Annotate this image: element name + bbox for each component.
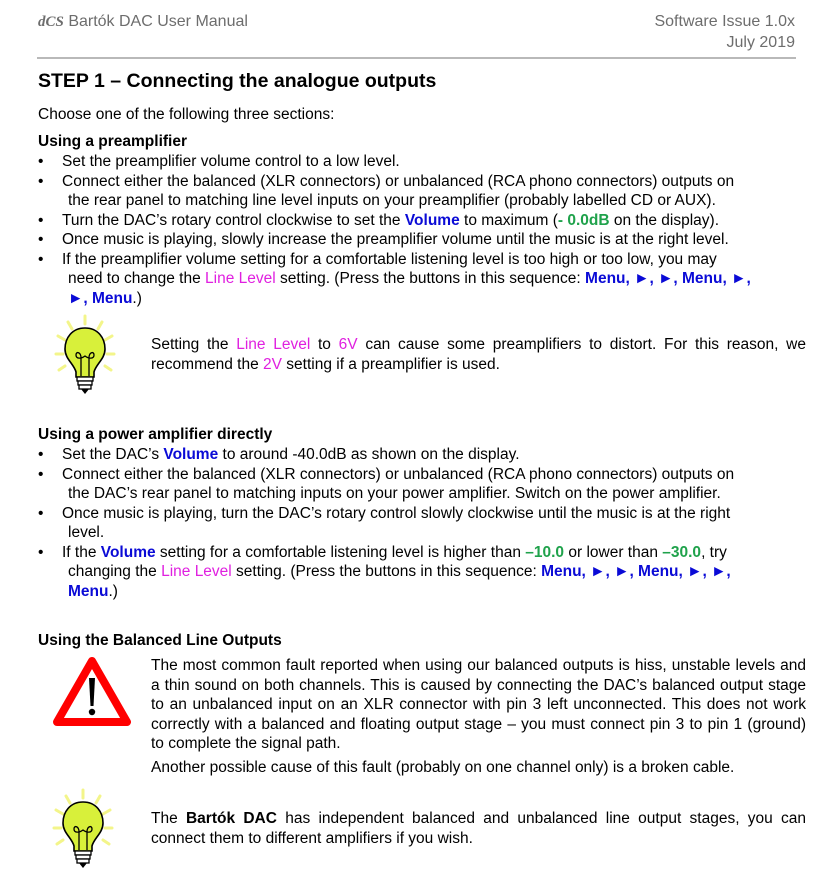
- manual-title: Bartók DAC User Manual: [68, 13, 248, 30]
- bullet-icon: •: [38, 172, 44, 190]
- lightbulb-icon: [52, 788, 114, 877]
- page-title: STEP 1 – Connecting the analogue outputs: [38, 70, 437, 92]
- lightbulb-icon: [54, 314, 116, 403]
- voltage-6v: 6V: [338, 336, 358, 353]
- product-name: Bartók DAC: [185, 810, 277, 827]
- bullet-icon: •: [38, 504, 44, 522]
- header-divider: [37, 57, 796, 59]
- bullet-icon: •: [38, 250, 44, 268]
- volume-setting-label: Volume: [163, 446, 219, 463]
- section-heading-preamp: Using a preamplifier: [38, 133, 188, 150]
- list-item: • Once music is playing, turn the DAC’s rotary control slowly clockwise until the music is at the right level.: [38, 504, 731, 541]
- button-sequence: Menu, ►, ►, Menu, ►,: [585, 270, 751, 287]
- software-issue: Software Issue 1.0x: [654, 13, 795, 30]
- section-heading-balanced: Using the Balanced Line Outputs: [38, 632, 282, 649]
- bullet-icon: •: [38, 543, 44, 561]
- volume-threshold-low: –30.0: [662, 543, 702, 561]
- bullet-icon: •: [38, 231, 44, 248]
- list-item: • Connect either the balanced (XLR connectors) or unbalanced (RCA phono connectors) outputs on the DAC’s rear panel to matching inputs on your power amplifier. Switch on the power amplifier.: [38, 465, 735, 502]
- list-item: • Connect either the balanced (XLR connectors) or unbalanced (RCA phono connectors) outputs on the rear panel to matching line level inputs on your preamplifier (probably labelled CD or AUX).: [38, 172, 735, 209]
- brand-logo: dCS: [38, 14, 64, 30]
- power-amp-steps-list: [38, 445, 796, 601]
- intro-text: Choose one of the following three sections:: [38, 106, 335, 123]
- list-item: • Once music is playing, slowly increase the preamplifier volume until the music is at the right level.: [38, 231, 729, 248]
- preamp-steps-list: [38, 152, 796, 308]
- bullet-icon: •: [38, 153, 44, 170]
- volume-value: - 0.0dB: [557, 211, 610, 229]
- volume-threshold-high: –10.0: [525, 543, 565, 561]
- document-header-meta: [654, 12, 795, 54]
- bullet-icon: •: [38, 211, 44, 229]
- button-sequence-cont: ►, Menu: [68, 289, 133, 307]
- line-level-setting-label: Line Level: [236, 336, 311, 353]
- list-item: • If the Volume setting for a comfortable listening level is higher than –10.0 or lower than –30.0, try changing the Line Level setting. (Press the buttons in this sequence: Menu, ►, ►, Menu, ►, ►, Menu.): [38, 543, 731, 600]
- button-sequence-cont: Menu: [68, 582, 109, 600]
- issue-date: July 2019: [726, 34, 795, 51]
- section-heading-power-amp: Using a power amplifier directly: [38, 426, 273, 443]
- list-item: • If the preamplifier volume setting for a comfortable listening level is too high or too low, you may need to change the Line Level setting. (Press the buttons in this sequence: Menu, ►, ►, Menu, ►, ►, Menu.): [38, 250, 751, 307]
- bullet-icon: •: [38, 446, 44, 463]
- line-level-setting-label: Line Level: [161, 563, 232, 580]
- list-item: • Set the DAC’s Volume to around -40.0dB as shown on the display.: [38, 446, 520, 463]
- list-item: • Set the preamplifier volume control to a low level.: [38, 153, 400, 170]
- volume-setting-label: Volume: [404, 211, 460, 229]
- tip-preamp-line-level: Setting the Line Level to 6V can cause some preamplifiers to distort. For this reason, we recommend the 2V setting if a preamplifier is used.: [151, 336, 806, 373]
- tip-independent-outputs: The Bartók DAC has independent balanced and unbalanced line output stages, you can connect them to different amplifiers if you wish.: [151, 810, 807, 847]
- list-item: • Turn the DAC’s rotary control clockwise to set the Volume to maximum (- 0.0dB on the display).: [38, 211, 720, 229]
- warning-triangle-icon: [53, 656, 131, 733]
- voltage-2v: 2V: [263, 355, 282, 373]
- volume-setting-label: Volume: [100, 543, 156, 561]
- warning-balanced-fault: The most common fault reported when using our balanced outputs is hiss, unstable levels and a thin sound on both channels. This is caused by connecting the DAC’s balanced output stage to an unbalanced input on an XLR connector with pin 3 left unconnected. This does not work correctly with a balanced and floating output stage – you must connect pin 3 to pin 1 (ground) to complete the signal path.: [151, 657, 806, 752]
- button-sequence: Menu, ►, ►, Menu, ►, ►,: [541, 563, 731, 580]
- document-header-title: [38, 12, 248, 32]
- warning-broken-cable: Another possible cause of this fault (probably on one channel only) is a broken cable.: [151, 759, 735, 776]
- line-level-setting-label: Line Level: [205, 270, 276, 287]
- bullet-icon: •: [38, 465, 44, 483]
